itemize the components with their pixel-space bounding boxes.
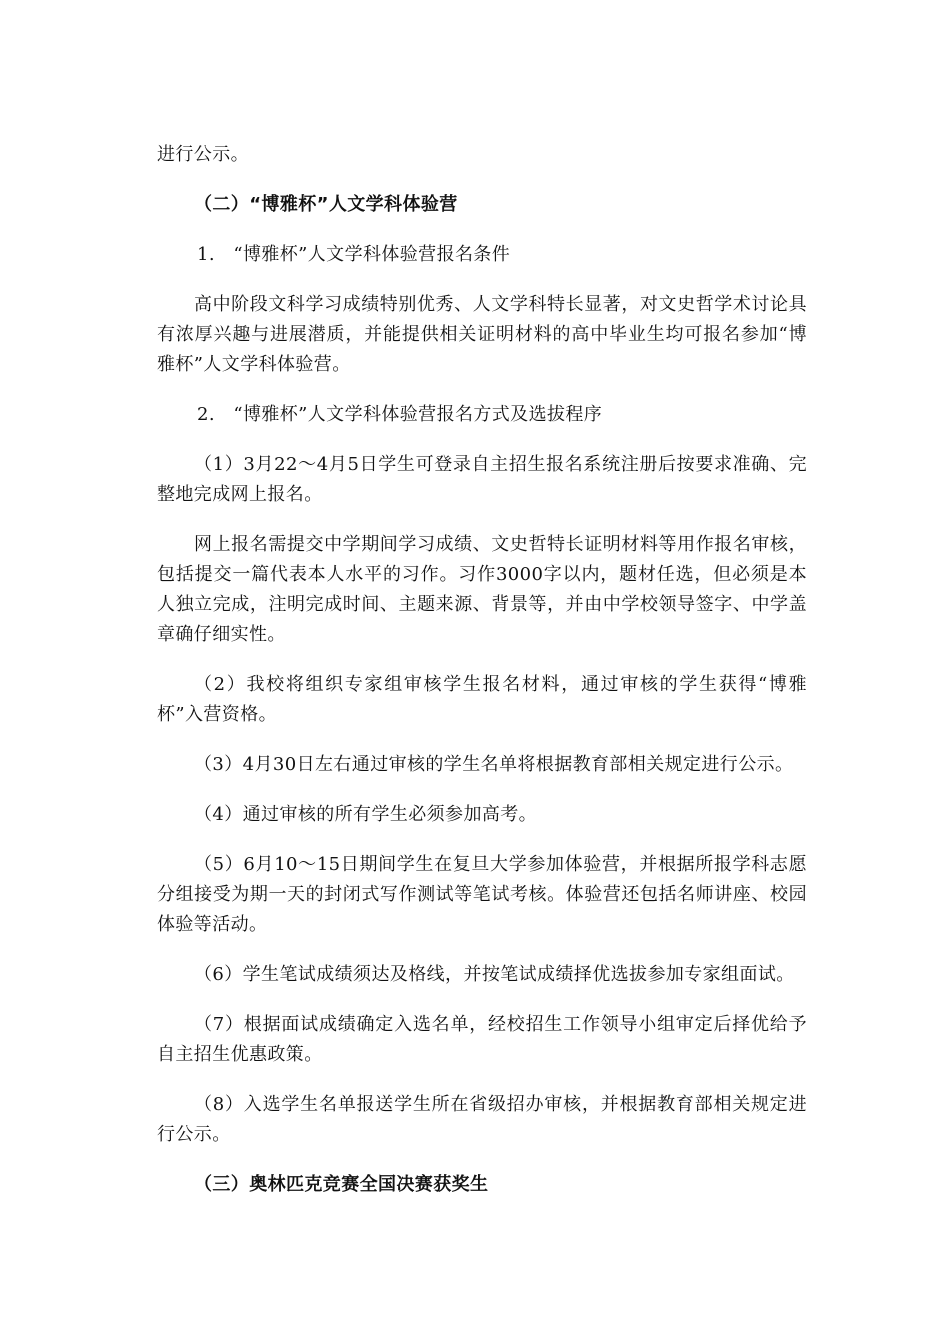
paragraph-step-1: （1）3月22～4月5日学生可登录自主招生报名系统注册后按要求准确、完整地完成网上报名。 xyxy=(157,454,807,505)
document-body xyxy=(157,140,807,1200)
paragraph-eligibility: 高中阶段文科学习成绩特别优秀、人文学科特长显著，对文史哲学术讨论具有浓厚兴趣与进展潜质，并能提供相关证明材料的高中毕业生均可报名参加“博雅杯”人文学科体验营。 xyxy=(157,294,807,375)
paragraph-step-8: （8）入选学生名单报送学生所在省级招办审核，并根据教育部相关规定进行公示。 xyxy=(157,1094,807,1145)
paragraph-step-3: （3）4月30日左右通过审核的学生名单将根据教育部相关规定进行公示。 xyxy=(194,754,794,775)
paragraph-continuation: 进行公示。 xyxy=(157,144,249,165)
subheading-procedure: 2. “博雅杯”人文学科体验营报名方式及选拔程序 xyxy=(197,404,603,425)
subheading-eligibility: 1. “博雅杯”人文学科体验营报名条件 xyxy=(197,244,511,265)
section-heading-boya-cup: （二）“博雅杯”人文学科体验营 xyxy=(194,194,458,215)
paragraph-step-6: （6）学生笔试成绩须达及格线，并按笔试成绩择优选拔参加专家组面试。 xyxy=(194,964,795,985)
paragraph-online-materials: 网上报名需提交中学期间学习成绩、文史哲特长证明材料等用作报名审核，包括提交一篇代表本人水平的习作。习作3000字以内，题材任选，但必须是本人独立完成，注明完成时间、主题来源、背景等，并由中学校领导签字、中学盖章确仔细实性。 xyxy=(157,534,807,645)
paragraph-step-4: （4）通过审核的所有学生必须参加高考。 xyxy=(194,804,538,825)
section-heading-olympiad: （三）奥林匹克竞赛全国决赛获奖生 xyxy=(194,1174,489,1195)
paragraph-step-5: （5）6月10～15日期间学生在复旦大学参加体验营，并根据所报学科志愿分组接受为期一天的封闭式写作测试等笔试考核。体验营还包括名师讲座、校园体验等活动。 xyxy=(157,854,807,935)
paragraph-step-7: （7）根据面试成绩确定入选名单，经校招生工作领导小组审定后择优给予自主招生优惠政策。 xyxy=(157,1014,807,1065)
paragraph-step-2: （2）我校将组织专家组审核学生报名材料，通过审核的学生获得“博雅杯”入营资格。 xyxy=(157,674,807,725)
